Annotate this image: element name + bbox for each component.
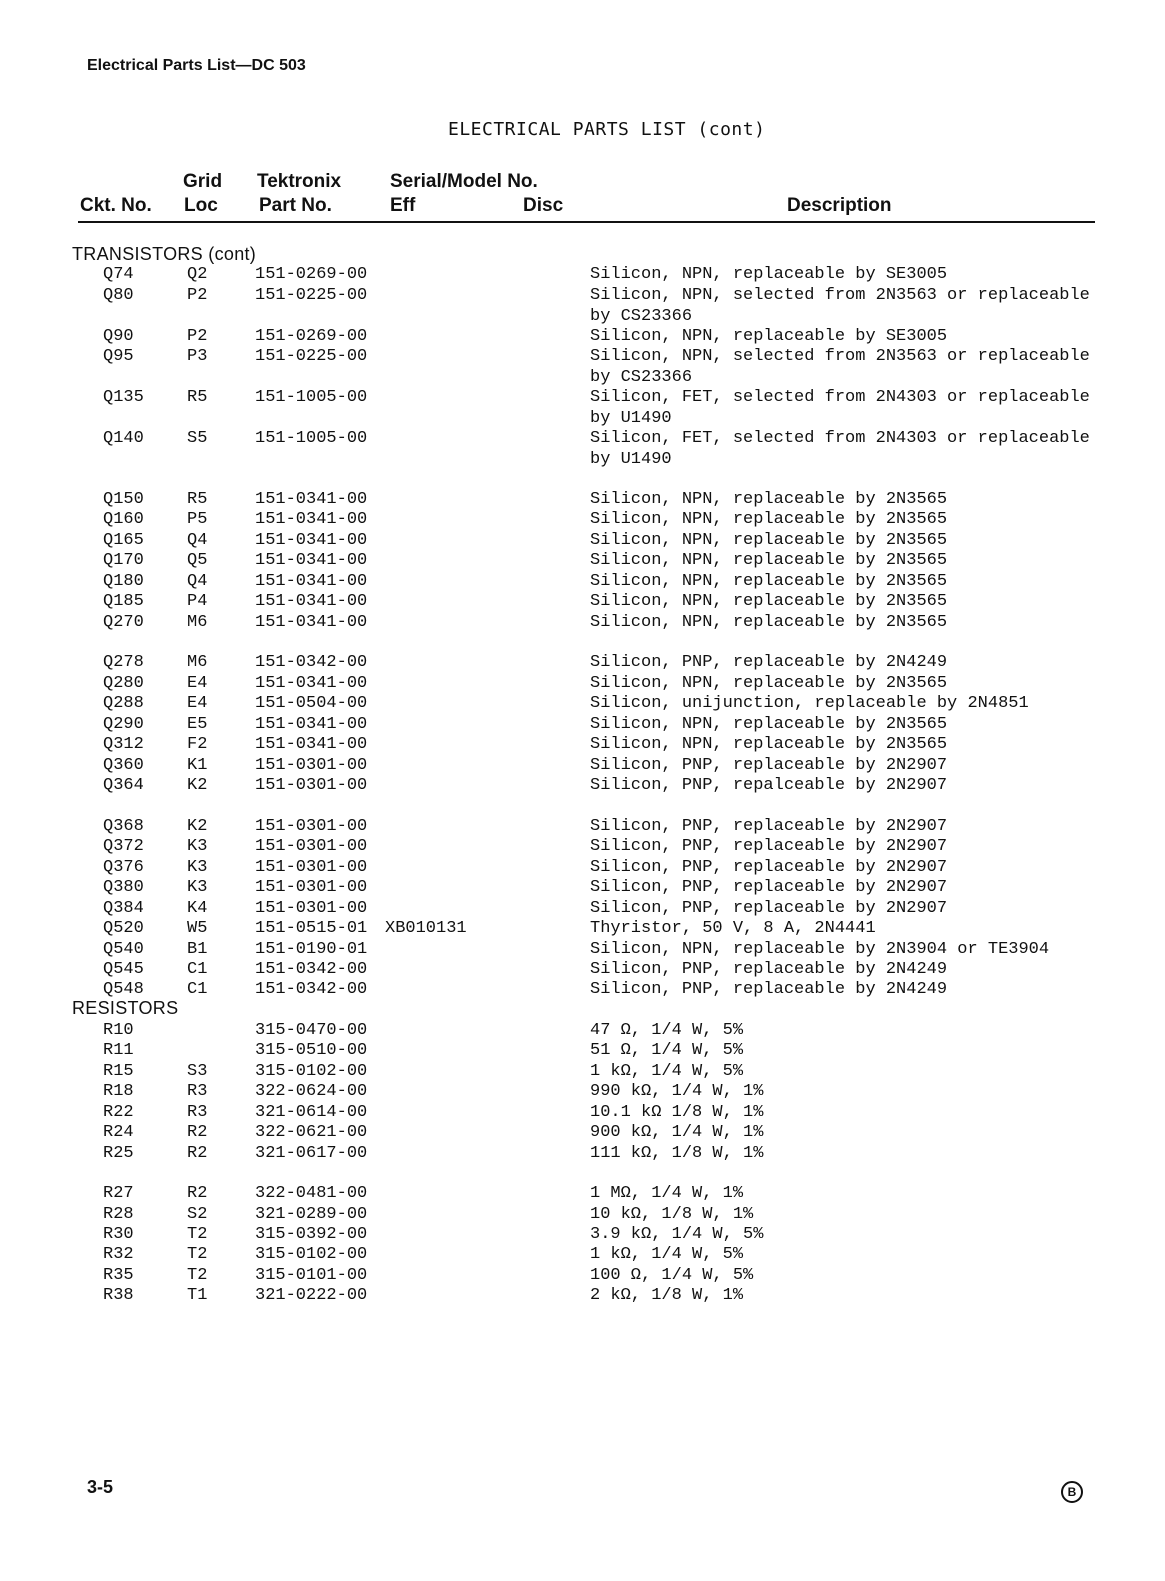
circuit-number: Q150 [103, 490, 144, 509]
circuit-number: Q290 [103, 715, 144, 734]
part-number: 151-0504-00 [255, 694, 368, 713]
description-line: 10.1 kΩ 1/8 W, 1% [590, 1103, 764, 1122]
table-row [0, 1144, 1165, 1164]
part-number: 315-0470-00 [255, 1021, 368, 1040]
column-header-ckt-no: Ckt. No. [80, 195, 152, 216]
grid-location: K3 [187, 878, 208, 897]
circuit-number: R24 [103, 1123, 134, 1142]
description-line: 990 kΩ, 1/4 W, 1% [590, 1082, 764, 1101]
grid-location: Q4 [187, 531, 208, 550]
table-row [0, 613, 1165, 633]
circuit-number: Q368 [103, 817, 144, 836]
table-row [0, 674, 1165, 694]
description-line: Silicon, NPN, replaceable by 2N3565 [590, 592, 948, 611]
column-header-grid: Grid [183, 171, 223, 192]
header-rule [78, 221, 1095, 223]
circuit-number: Q74 [103, 265, 134, 284]
part-number: 151-0342-00 [255, 980, 368, 999]
grid-location: R2 [187, 1184, 208, 1203]
table-row [0, 1082, 1165, 1102]
circuit-number: Q364 [103, 776, 144, 795]
circuit-number: Q548 [103, 980, 144, 999]
description-line: Silicon, FET, selected from 2N4303 or replaceable [590, 388, 1090, 407]
table-row [0, 1286, 1165, 1306]
grid-location: K3 [187, 858, 208, 877]
part-number: 151-0342-00 [255, 653, 368, 672]
circuit-number: Q360 [103, 756, 144, 775]
circuit-number: Q384 [103, 899, 144, 918]
part-number: 151-0341-00 [255, 735, 368, 754]
grid-location: K2 [187, 817, 208, 836]
circuit-number: Q270 [103, 613, 144, 632]
part-number: 151-0341-00 [255, 490, 368, 509]
circuit-number: Q376 [103, 858, 144, 877]
description-line: 1 kΩ, 1/4 W, 5% [590, 1062, 744, 1081]
grid-location: R3 [187, 1103, 208, 1122]
description-line: Silicon, NPN, replaceable by 2N3565 [590, 490, 948, 509]
table-row [0, 429, 1165, 469]
circuit-number: Q160 [103, 510, 144, 529]
table-row [0, 940, 1165, 960]
description-line: by U1490 [590, 449, 672, 469]
table-row [0, 653, 1165, 673]
table-row [0, 551, 1165, 571]
grid-location: T2 [187, 1225, 208, 1244]
column-header-loc: Loc [184, 195, 218, 216]
grid-location: Q2 [187, 265, 208, 284]
grid-location: P2 [187, 286, 208, 305]
circuit-number: Q80 [103, 286, 134, 305]
circuit-number: Q165 [103, 531, 144, 550]
grid-location: E4 [187, 674, 208, 693]
grid-location: K2 [187, 776, 208, 795]
table-row [0, 1041, 1165, 1061]
grid-location: P3 [187, 347, 208, 366]
part-number: 151-0341-00 [255, 572, 368, 591]
grid-location: K3 [187, 837, 208, 856]
part-number: 315-0392-00 [255, 1225, 368, 1244]
description-line: Silicon, PNP, replaceable by 2N2907 [590, 817, 948, 836]
header-title: Electrical Parts List—DC 503 [87, 57, 306, 74]
part-number: 315-0102-00 [255, 1245, 368, 1264]
circuit-number: Q280 [103, 674, 144, 693]
description-line: Silicon, NPN, replaceable by 2N3565 [590, 735, 948, 754]
circuit-number: R11 [103, 1041, 134, 1060]
circuit-number: Q372 [103, 837, 144, 856]
description-line: by CS23366 [590, 367, 693, 387]
page-number: 3-5 [87, 1477, 114, 1497]
circuit-number: Q135 [103, 388, 144, 407]
circuit-number: R35 [103, 1266, 134, 1285]
grid-location: P4 [187, 592, 208, 611]
table-row [0, 286, 1165, 326]
description-line: Silicon, unijunction, replaceable by 2N4851 [590, 694, 1029, 713]
revision-mark-icon: B [1061, 1481, 1083, 1503]
grid-location: B1 [187, 940, 208, 959]
circuit-number: Q380 [103, 878, 144, 897]
circuit-number: Q288 [103, 694, 144, 713]
table-row [0, 858, 1165, 878]
grid-location: S5 [187, 429, 208, 448]
column-header-part-no: Part No. [259, 195, 332, 216]
grid-location: S3 [187, 1062, 208, 1081]
grid-location: Q4 [187, 572, 208, 591]
part-number: 151-0341-00 [255, 715, 368, 734]
column-header-description: Description [787, 195, 892, 216]
description-line: Silicon, PNP, replaceable by 2N4249 [590, 960, 948, 979]
part-number: 151-0341-00 [255, 592, 368, 611]
description-line: Silicon, NPN, replaceable by SE3005 [590, 327, 948, 346]
description-line: Silicon, NPN, replaceable by 2N3565 [590, 715, 948, 734]
part-number: 151-0341-00 [255, 674, 368, 693]
table-row [0, 735, 1165, 755]
description-line: Silicon, PNP, replaceable by 2N2907 [590, 899, 948, 918]
part-number: 321-0222-00 [255, 1286, 368, 1305]
grid-location: F2 [187, 735, 208, 754]
table-row [0, 776, 1165, 796]
part-number: 151-0301-00 [255, 776, 368, 795]
description-line: 47 Ω, 1/4 W, 5% [590, 1021, 744, 1040]
description-line: 2 kΩ, 1/8 W, 1% [590, 1286, 744, 1305]
table-row [0, 1225, 1165, 1245]
part-number: 151-0301-00 [255, 817, 368, 836]
description-line: 111 kΩ, 1/8 W, 1% [590, 1144, 764, 1163]
description-line: Silicon, PNP, replaceable by 2N2907 [590, 858, 948, 877]
description-line: Silicon, NPN, selected from 2N3563 or replaceable [590, 286, 1090, 305]
table-row [0, 1266, 1165, 1286]
part-number: 151-0301-00 [255, 899, 368, 918]
circuit-number: R28 [103, 1205, 134, 1224]
table-row [0, 572, 1165, 592]
part-number: 151-0342-00 [255, 960, 368, 979]
part-number: 151-0269-00 [255, 327, 368, 346]
part-number: 151-0301-00 [255, 756, 368, 775]
circuit-number: R25 [103, 1144, 134, 1163]
table-row [0, 1123, 1165, 1143]
grid-location: C1 [187, 980, 208, 999]
part-number: 151-0225-00 [255, 286, 368, 305]
part-number: 151-0190-01 [255, 940, 368, 959]
grid-location: R3 [187, 1082, 208, 1101]
grid-location: K1 [187, 756, 208, 775]
grid-location: T2 [187, 1266, 208, 1285]
serial-effective: XB010131 [385, 919, 467, 938]
circuit-number: Q90 [103, 327, 134, 346]
grid-location: R5 [187, 388, 208, 407]
part-number: 151-0301-00 [255, 878, 368, 897]
description-line: Silicon, PNP, replaceable by 2N2907 [590, 878, 948, 897]
column-header-tektronix: Tektronix [257, 171, 342, 192]
circuit-number: Q185 [103, 592, 144, 611]
circuit-number: R30 [103, 1225, 134, 1244]
part-number: 151-0341-00 [255, 551, 368, 570]
part-number: 151-0301-00 [255, 858, 368, 877]
table-row [0, 1103, 1165, 1123]
description-line: Silicon, NPN, replaceable by 2N3565 [590, 613, 948, 632]
part-number: 151-1005-00 [255, 388, 368, 407]
circuit-number: R10 [103, 1021, 134, 1040]
circuit-number: R27 [103, 1184, 134, 1203]
circuit-number: Q312 [103, 735, 144, 754]
table-row [0, 980, 1165, 1000]
part-number: 315-0101-00 [255, 1266, 368, 1285]
table-row [0, 327, 1165, 347]
circuit-number: Q95 [103, 347, 134, 366]
table-row [0, 510, 1165, 530]
description-line: 10 kΩ, 1/8 W, 1% [590, 1205, 754, 1224]
column-header-eff: Eff [390, 195, 416, 216]
description-line: Silicon, NPN, replaceable by 2N3565 [590, 674, 948, 693]
description-line: Silicon, PNP, replaceable by 2N4249 [590, 653, 948, 672]
part-number: 151-0341-00 [255, 510, 368, 529]
grid-location: R2 [187, 1123, 208, 1142]
part-number: 151-0225-00 [255, 347, 368, 366]
circuit-number: Q170 [103, 551, 144, 570]
grid-location: S2 [187, 1205, 208, 1224]
grid-location: T1 [187, 1286, 208, 1305]
description-line: Silicon, NPN, replaceable by 2N3565 [590, 531, 948, 550]
description-line: Silicon, FET, selected from 2N4303 or replaceable [590, 429, 1090, 448]
description-line: by CS23366 [590, 306, 693, 326]
description-line: by U1490 [590, 408, 672, 428]
circuit-number: Q278 [103, 653, 144, 672]
table-row [0, 715, 1165, 735]
table-row [0, 1205, 1165, 1225]
circuit-number: Q140 [103, 429, 144, 448]
grid-location: T2 [187, 1245, 208, 1264]
table-row [0, 878, 1165, 898]
description-line: 1 kΩ, 1/4 W, 5% [590, 1245, 744, 1264]
description-line: Silicon, PNP, replaceable by 2N2907 [590, 837, 948, 856]
description-line: 1 MΩ, 1/4 W, 1% [590, 1184, 744, 1203]
table-row [0, 960, 1165, 980]
part-number: 151-0341-00 [255, 531, 368, 550]
circuit-number: Q180 [103, 572, 144, 591]
part-number: 322-0481-00 [255, 1184, 368, 1203]
table-row [0, 817, 1165, 837]
page-heading: ELECTRICAL PARTS LIST (cont) [448, 119, 766, 140]
grid-location: E5 [187, 715, 208, 734]
part-number: 321-0614-00 [255, 1103, 368, 1122]
section-label-transistors: TRANSISTORS (cont) [72, 244, 257, 264]
circuit-number: R22 [103, 1103, 134, 1122]
table-row [0, 1184, 1165, 1204]
table-row [0, 265, 1165, 285]
table-row [0, 1062, 1165, 1082]
grid-location: P5 [187, 510, 208, 529]
grid-location: R5 [187, 490, 208, 509]
circuit-number: R38 [103, 1286, 134, 1305]
description-line: 3.9 kΩ, 1/4 W, 5% [590, 1225, 764, 1244]
table-row [0, 694, 1165, 714]
circuit-number: R18 [103, 1082, 134, 1101]
grid-location: E4 [187, 694, 208, 713]
circuit-number: Q540 [103, 940, 144, 959]
grid-location: R2 [187, 1144, 208, 1163]
grid-location: M6 [187, 613, 208, 632]
grid-location: M6 [187, 653, 208, 672]
table-row [0, 756, 1165, 776]
grid-location: W5 [187, 919, 208, 938]
table-row [0, 347, 1165, 387]
table-row [0, 1245, 1165, 1265]
part-number: 321-0289-00 [255, 1205, 368, 1224]
part-number: 151-0515-01 [255, 919, 368, 938]
description-line: Silicon, PNP, replaceable by 2N4249 [590, 980, 948, 999]
part-number: 322-0621-00 [255, 1123, 368, 1142]
table-row [0, 919, 1165, 939]
circuit-number: R32 [103, 1245, 134, 1264]
description-line: Silicon, NPN, replaceable by 2N3565 [590, 510, 948, 529]
circuit-number: Q545 [103, 960, 144, 979]
part-number: 322-0624-00 [255, 1082, 368, 1101]
description-line: 100 Ω, 1/4 W, 5% [590, 1266, 754, 1285]
description-line: Silicon, PNP, replaceable by 2N2907 [590, 756, 948, 775]
grid-location: Q5 [187, 551, 208, 570]
description-line: Silicon, NPN, selected from 2N3563 or replaceable [590, 347, 1090, 366]
table-row [0, 388, 1165, 428]
column-header-disc: Disc [523, 195, 564, 216]
table-row [0, 592, 1165, 612]
table-row [0, 899, 1165, 919]
part-number: 151-0269-00 [255, 265, 368, 284]
part-number: 151-0341-00 [255, 613, 368, 632]
part-number: 315-0102-00 [255, 1062, 368, 1081]
grid-location: P2 [187, 327, 208, 346]
description-line: Silicon, NPN, replaceable by 2N3565 [590, 551, 948, 570]
description-line: Silicon, NPN, replaceable by 2N3565 [590, 572, 948, 591]
circuit-number: R15 [103, 1062, 134, 1081]
description-line: Silicon, NPN, replaceable by SE3005 [590, 265, 948, 284]
table-row [0, 837, 1165, 857]
grid-location: K4 [187, 899, 208, 918]
description-line: 51 Ω, 1/4 W, 5% [590, 1041, 744, 1060]
part-number: 151-0301-00 [255, 837, 368, 856]
column-header-serial-model: Serial/Model No. [390, 171, 538, 192]
circuit-number: Q520 [103, 919, 144, 938]
part-number: 151-1005-00 [255, 429, 368, 448]
description-line: Silicon, NPN, replaceable by 2N3904 or TE3904 [590, 940, 1050, 959]
description-line: Silicon, PNP, repalceable by 2N2907 [590, 776, 948, 795]
part-number: 321-0617-00 [255, 1144, 368, 1163]
description-line: Thyristor, 50 V, 8 A, 2N4441 [590, 919, 876, 938]
section-label-resistors: RESISTORS [72, 998, 179, 1018]
grid-location: C1 [187, 960, 208, 979]
table-row [0, 490, 1165, 510]
table-row [0, 1021, 1165, 1041]
part-number: 315-0510-00 [255, 1041, 368, 1060]
description-line: 900 kΩ, 1/4 W, 1% [590, 1123, 764, 1142]
table-row [0, 531, 1165, 551]
